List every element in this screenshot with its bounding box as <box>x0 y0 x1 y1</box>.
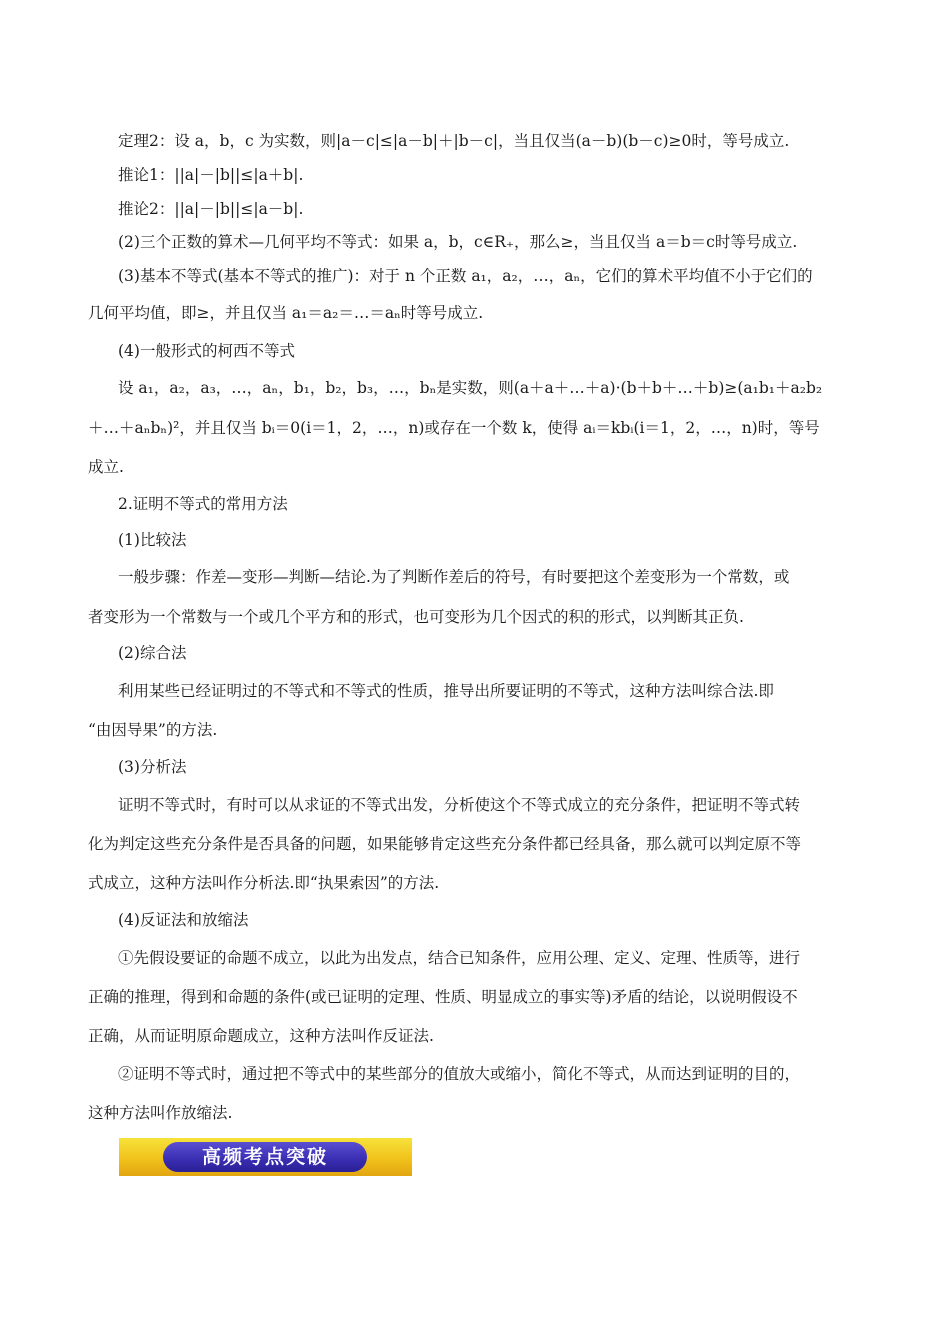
basic-inequality-line-2: 几何平均值，即≥，并且仅当 a₁＝a₂＝…＝aₙ时等号成立. <box>88 304 484 322</box>
corollary-1-line: 推论1：||a|－|b||≤|a＋b|. <box>118 166 304 184</box>
comparison-line-2: 者变形为一个常数与一个或几个平方和的形式，也可变形为几个因式的积的形式，以判断其正负. <box>88 608 744 626</box>
basic-inequality-line-1: (3)基本不等式(基本不等式的推广)：对于 n 个正数 a₁，a₂，…，aₙ，它们的算术平均值不小于它们的 <box>118 267 813 285</box>
scaling-line-2: 这种方法叫作放缩法. <box>88 1104 233 1122</box>
synthesis-line-2: “由因导果”的方法. <box>88 721 218 739</box>
contradiction-line-3: 正确，从而证明原命题成立，这种方法叫作反证法. <box>88 1027 434 1045</box>
method-comparison-heading: (1)比较法 <box>118 531 187 549</box>
method-synthesis-heading: (2)综合法 <box>118 644 187 662</box>
contradiction-line-2: 正确的推理，得到和命题的条件(或已证明的定理、性质、明显成立的事实等)矛盾的结论，以说明假设不 <box>88 988 798 1006</box>
am-gm-line: (2)三个正数的算术—几何平均不等式：如果 a，b，c∈R₊，那么≥，当且仅当 a＝b＝c时等号成立. <box>118 233 798 251</box>
cauchy-heading: (4)一般形式的柯西不等式 <box>118 342 295 360</box>
analysis-line-2: 化为判定这些充分条件是否具备的问题，如果能够肯定这些充分条件都已经具备，那么就可以判定原不等 <box>88 835 802 853</box>
cauchy-line-1: 设 a₁，a₂，a₃，…，aₙ，b₁，b₂，b₃，…，bₙ是实数，则(a＋a＋…＋a)·(b＋b＋…＋b)≥(a₁b₁＋a₂b₂ <box>118 379 823 397</box>
synthesis-line-1: 利用某些已经证明过的不等式和不等式的性质，推导出所要证明的不等式，这种方法叫综合法.即 <box>118 682 774 700</box>
cauchy-line-3: 成立. <box>88 458 124 476</box>
cauchy-line-2: ＋…＋aₙbₙ)²，并且仅当 bᵢ＝0(i＝1，2，…，n)或存在一个数 k，使得 aᵢ＝kbᵢ(i＝1，2，…，n)时，等号 <box>88 419 820 437</box>
section-banner <box>119 1138 412 1176</box>
comparison-line-1: 一般步骤：作差—变形—判断—结论.为了判断作差后的符号，有时要把这个差变形为一个常数，或 <box>118 568 790 586</box>
analysis-line-3: 式成立，这种方法叫作分析法.即“执果索因”的方法. <box>88 874 440 892</box>
method-contradiction-heading: (4)反证法和放缩法 <box>118 911 249 929</box>
analysis-line-1: 证明不等式时，有时可以从求证的不等式出发，分析使这个不等式成立的充分条件，把证明不等式转 <box>118 796 801 814</box>
method-analysis-heading: (3)分析法 <box>118 758 187 776</box>
section-heading-methods: 2.证明不等式的常用方法 <box>118 495 288 513</box>
section-banner-label: 高频考点突破 <box>163 1142 367 1172</box>
scaling-line-1: ②证明不等式时，通过把不等式中的某些部分的值放大或缩小，简化不等式，从而达到证明的目的， <box>118 1065 801 1083</box>
contradiction-line-1: ①先假设要证的命题不成立，以此为出发点，结合已知条件，应用公理、定义、定理、性质等，进行 <box>118 949 801 967</box>
theorem-2-line: 定理2：设 a，b，c 为实数，则|a－c|≤|a－b|＋|b－c|，当且仅当(a－b)(b－c)≥0时，等号成立. <box>118 132 790 150</box>
corollary-2-line: 推论2：||a|－|b||≤|a－b|. <box>118 200 304 218</box>
